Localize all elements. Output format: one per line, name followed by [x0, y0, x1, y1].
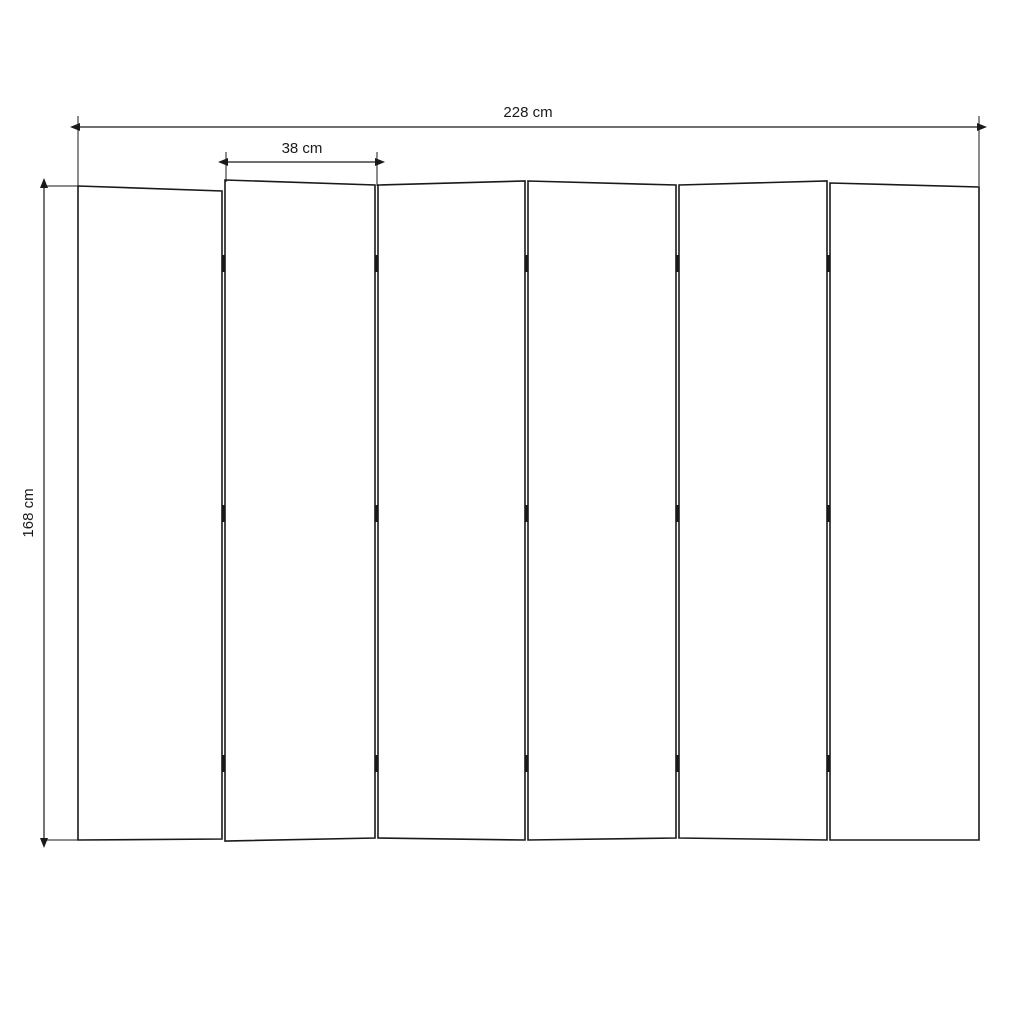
panel-1 — [78, 186, 222, 840]
panel-group — [78, 180, 979, 841]
panel-5 — [679, 181, 827, 840]
panel-4 — [528, 181, 676, 840]
height-label: 168 cm — [20, 488, 37, 538]
dimension-height — [43, 186, 78, 840]
total-width-label: 228 cm — [503, 104, 553, 121]
panel-2 — [225, 180, 375, 841]
panel-3 — [378, 181, 525, 840]
dimension-total-width — [78, 116, 979, 186]
panel-6 — [830, 183, 979, 840]
panel-width-label: 38 cm — [281, 140, 323, 157]
